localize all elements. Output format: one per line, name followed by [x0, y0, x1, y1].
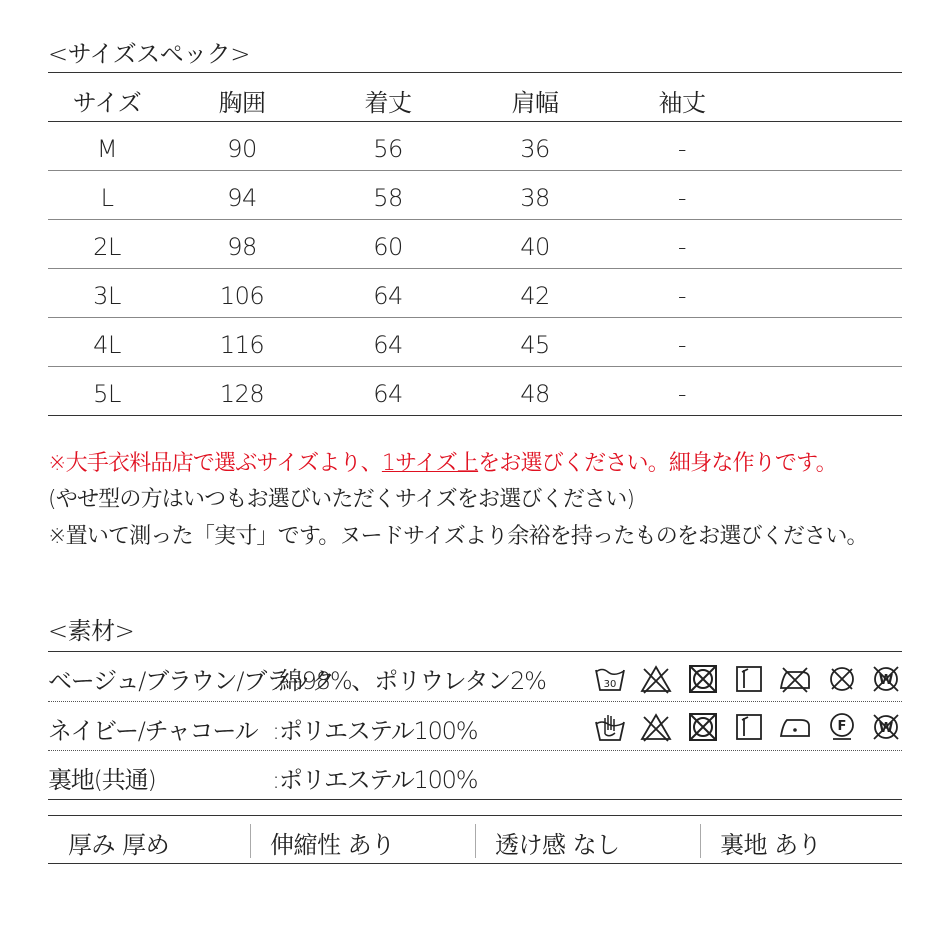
- table-cell: M: [96, 135, 118, 163]
- table-cell: -: [677, 135, 687, 163]
- table-cell: 48: [520, 380, 550, 408]
- feature-divider: [250, 824, 251, 858]
- row-rule: [48, 317, 902, 318]
- note-red-text: ※大手衣料品店で選ぶサイズより、: [48, 451, 382, 476]
- table-cell: 2L: [93, 233, 121, 261]
- table-top-rule: [48, 72, 902, 73]
- table-cell: 45: [520, 331, 550, 359]
- header-rule: [48, 121, 902, 122]
- feature-label: 裏地: [720, 831, 767, 859]
- table-cell: 106: [219, 282, 265, 310]
- feature-lining: [720, 825, 821, 860]
- feature-label: 伸縮性: [270, 831, 341, 859]
- note-red-text-end: をお選びください。細身な作りです。: [478, 451, 837, 476]
- sizing-note-line3: ※置いて測った「実寸」です。ヌードサイズより余裕を持ったものをお選びください。: [48, 524, 868, 549]
- material-composition: :ポリエステル100%: [272, 717, 478, 745]
- wash-30-icon: [593, 664, 627, 694]
- note-red-underline: 1サイズ上: [381, 451, 479, 476]
- table-cell: 42: [520, 282, 550, 310]
- material-color-name: ベージュ/ブラウン/ブラック: [48, 667, 334, 695]
- table-cell: -: [677, 331, 687, 359]
- svg-text:W: W: [878, 721, 894, 736]
- table-cell: 64: [373, 282, 403, 310]
- table-bottom-rule: [48, 415, 902, 416]
- table-cell: 64: [373, 380, 403, 408]
- table-cell: -: [677, 282, 687, 310]
- material-title: <素材>: [48, 617, 135, 645]
- size-spec-title: <サイズスペック>: [48, 40, 250, 68]
- row-rule: [48, 268, 902, 269]
- no-wet-clean-icon: [869, 712, 903, 742]
- header-shoulder: 肩幅: [511, 89, 559, 117]
- table-cell: 90: [227, 135, 257, 163]
- table-cell: 5L: [93, 380, 121, 408]
- feature-value: 厚め: [122, 831, 170, 859]
- no-bleach-icon: [639, 712, 673, 742]
- sizing-note-red: [48, 446, 837, 477]
- material-color-name: ネイビー/チャコール: [48, 717, 258, 745]
- material-color-name: 裏地(共通): [48, 766, 156, 794]
- table-cell: 3L: [93, 282, 121, 310]
- material-bottom-rule: [48, 799, 902, 800]
- feature-label: 透け感: [495, 831, 566, 859]
- table-cell: 36: [520, 135, 550, 163]
- material-row-rule: [48, 750, 902, 751]
- feature-divider: [700, 824, 701, 858]
- sizing-note-line2: (やせ型の方はいつもお選びいただくサイズをお選びください): [48, 487, 635, 512]
- no-tumble-dry-icon: [686, 664, 720, 694]
- features-bottom-rule: [48, 863, 902, 864]
- line-dry-icon: [732, 712, 766, 742]
- svg-text:30: 30: [603, 679, 617, 690]
- line-dry-icon: [732, 664, 766, 694]
- feature-value: あり: [774, 831, 822, 859]
- iron-low-icon: [778, 712, 812, 742]
- no-bleach-icon: [639, 664, 673, 694]
- material-composition: :ポリエステル100%: [272, 766, 478, 794]
- table-cell: -: [677, 184, 687, 212]
- table-cell: 4L: [93, 331, 121, 359]
- no-wet-clean-icon: [869, 664, 903, 694]
- feature-label: 厚み: [68, 831, 115, 859]
- no-dry-clean-icon: [825, 664, 859, 694]
- features-top-rule: [48, 815, 902, 816]
- row-rule: [48, 219, 902, 220]
- feature-value: あり: [347, 831, 395, 859]
- no-tumble-dry-icon: [686, 712, 720, 742]
- no-iron-icon: [778, 664, 812, 694]
- header-size: サイズ: [72, 89, 142, 117]
- table-cell: -: [677, 380, 687, 408]
- material-row-rule: [48, 701, 902, 702]
- row-rule: [48, 170, 902, 171]
- header-chest: 胸囲: [218, 89, 266, 117]
- svg-text:W: W: [878, 673, 894, 688]
- table-cell: 94: [227, 184, 257, 212]
- table-cell: L: [100, 184, 114, 212]
- feature-divider: [475, 824, 476, 858]
- hand-wash-icon: [593, 712, 627, 742]
- feature-sheerness: [495, 825, 620, 860]
- feature-thickness: [68, 825, 169, 860]
- table-cell: 98: [227, 233, 257, 261]
- table-cell: 40: [520, 233, 550, 261]
- header-sleeve: 袖丈: [658, 89, 706, 117]
- table-cell: 60: [373, 233, 403, 261]
- table-cell: 56: [373, 135, 403, 163]
- feature-stretch: [270, 825, 395, 860]
- table-cell: 64: [373, 331, 403, 359]
- table-cell: 38: [520, 184, 550, 212]
- material-composition: :綿98%、ポリウレタン2%: [272, 667, 546, 695]
- table-cell: -: [677, 233, 687, 261]
- table-cell: 128: [219, 380, 265, 408]
- dry-clean-f-icon: [825, 712, 859, 742]
- table-cell: 58: [373, 184, 403, 212]
- feature-value: なし: [572, 831, 620, 859]
- header-length: 着丈: [364, 89, 412, 117]
- table-cell: 116: [219, 331, 265, 359]
- svg-text:F: F: [837, 719, 847, 734]
- material-top-rule: [48, 651, 902, 652]
- row-rule: [48, 366, 902, 367]
